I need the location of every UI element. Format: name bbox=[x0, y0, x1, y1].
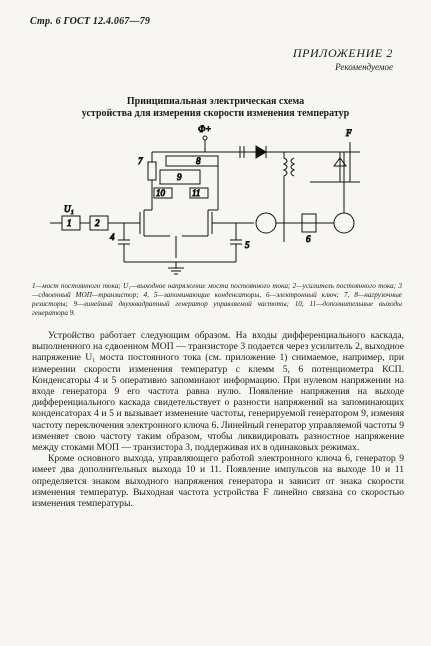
appendix-title: ПРИЛОЖЕНИЕ 2 bbox=[292, 46, 393, 60]
resistor-8 bbox=[166, 156, 218, 166]
label-10: 10 bbox=[156, 188, 165, 198]
appendix-subtitle: Рекомендуемое bbox=[335, 62, 393, 72]
figure-title-line2: устройства для измерения скорости изменения температур bbox=[81, 108, 350, 119]
diode bbox=[256, 146, 266, 158]
key-transistor-left bbox=[256, 213, 276, 233]
label-f: F bbox=[346, 128, 352, 138]
paragraph-1: Устройство работает следующим образом. На входы дифференциального каскада, выполненного на сдвоенном МОП — транзисторе 3 подается через усилитель 2, выходное напряжение U₁ моста постоянного тока (см. приложение 1) снимаемое, например, при измерении скорости изменения температур с клемм 5, 6 потенциометра КСП. Конденсаторы 4 и 5 оперативно запоминают информацию. При нулевом напряжении на входе генератора 9 его частота равна нулю. Появление напряжения на выходе дифференциального каскада свидетельствует о разности напряжений на запоминающих конденсаторах 4 и 5 и вызывает изменение частоты, генерируемой генератором 9, изменяя частоту переключения электронного ключа 6. Линейный генератор управляемой частоты 9 изменяет свою частоту таким образом, чтобы ликвидировать разностное напряжение между стоками МОП — транзистора 3, поддерживая их в одинаковых режимах. bbox=[32, 330, 404, 454]
label-5: 5 bbox=[245, 240, 250, 250]
supply-terminal bbox=[203, 136, 207, 140]
label-u1: U₁ bbox=[64, 204, 74, 214]
label-9: 9 bbox=[177, 172, 182, 182]
circuit-diagram bbox=[40, 122, 390, 278]
page-header: Стр. 6 ГОСТ 12.4.067—79 bbox=[30, 16, 151, 27]
label-2: 2 bbox=[95, 218, 100, 228]
figure-title-line1: Принципиальная электрическая схема bbox=[126, 96, 305, 107]
figure-legend: 1—мост постоянного тока; U₁—выходное напряжение моста постоянного тока; 2—усилитель постоянного тока; 3—сдвоенный МОП—транзистор; 4, 5—запоминающие конденсаторы, 6—электронный ключ; 7, 8—нагрузочные резисторы; 9—линейный двухквадратный генератор управляемой частоты; 10, 11—дополнительные выходы генератора 9. bbox=[32, 282, 402, 317]
resistor-7 bbox=[148, 162, 156, 180]
label-7: 7 bbox=[138, 156, 143, 166]
label-11: 11 bbox=[192, 188, 201, 198]
label-6: 6 bbox=[306, 234, 311, 244]
key-transistor-right bbox=[334, 213, 354, 233]
label-8: 8 bbox=[196, 156, 201, 166]
body-text bbox=[32, 330, 404, 509]
appendix-block bbox=[293, 46, 393, 72]
label-1: 1 bbox=[67, 218, 72, 228]
transformer bbox=[284, 152, 287, 182]
paragraph-2: Кроме основного выхода, управляющего работой электронного ключа 6, генератор 9 имеет два дополнительных выхода 10 и 11. Появление импульсов на выходе 10 и 11 определяется знаком выходного напряжения генератора и зависит от знака скорости изменения температур. Выходная частота устройства F линейно связана со скоростью изменения температуры. bbox=[32, 453, 404, 510]
label-4: 4 bbox=[110, 232, 115, 242]
label-plus: Ф+ bbox=[198, 124, 212, 134]
